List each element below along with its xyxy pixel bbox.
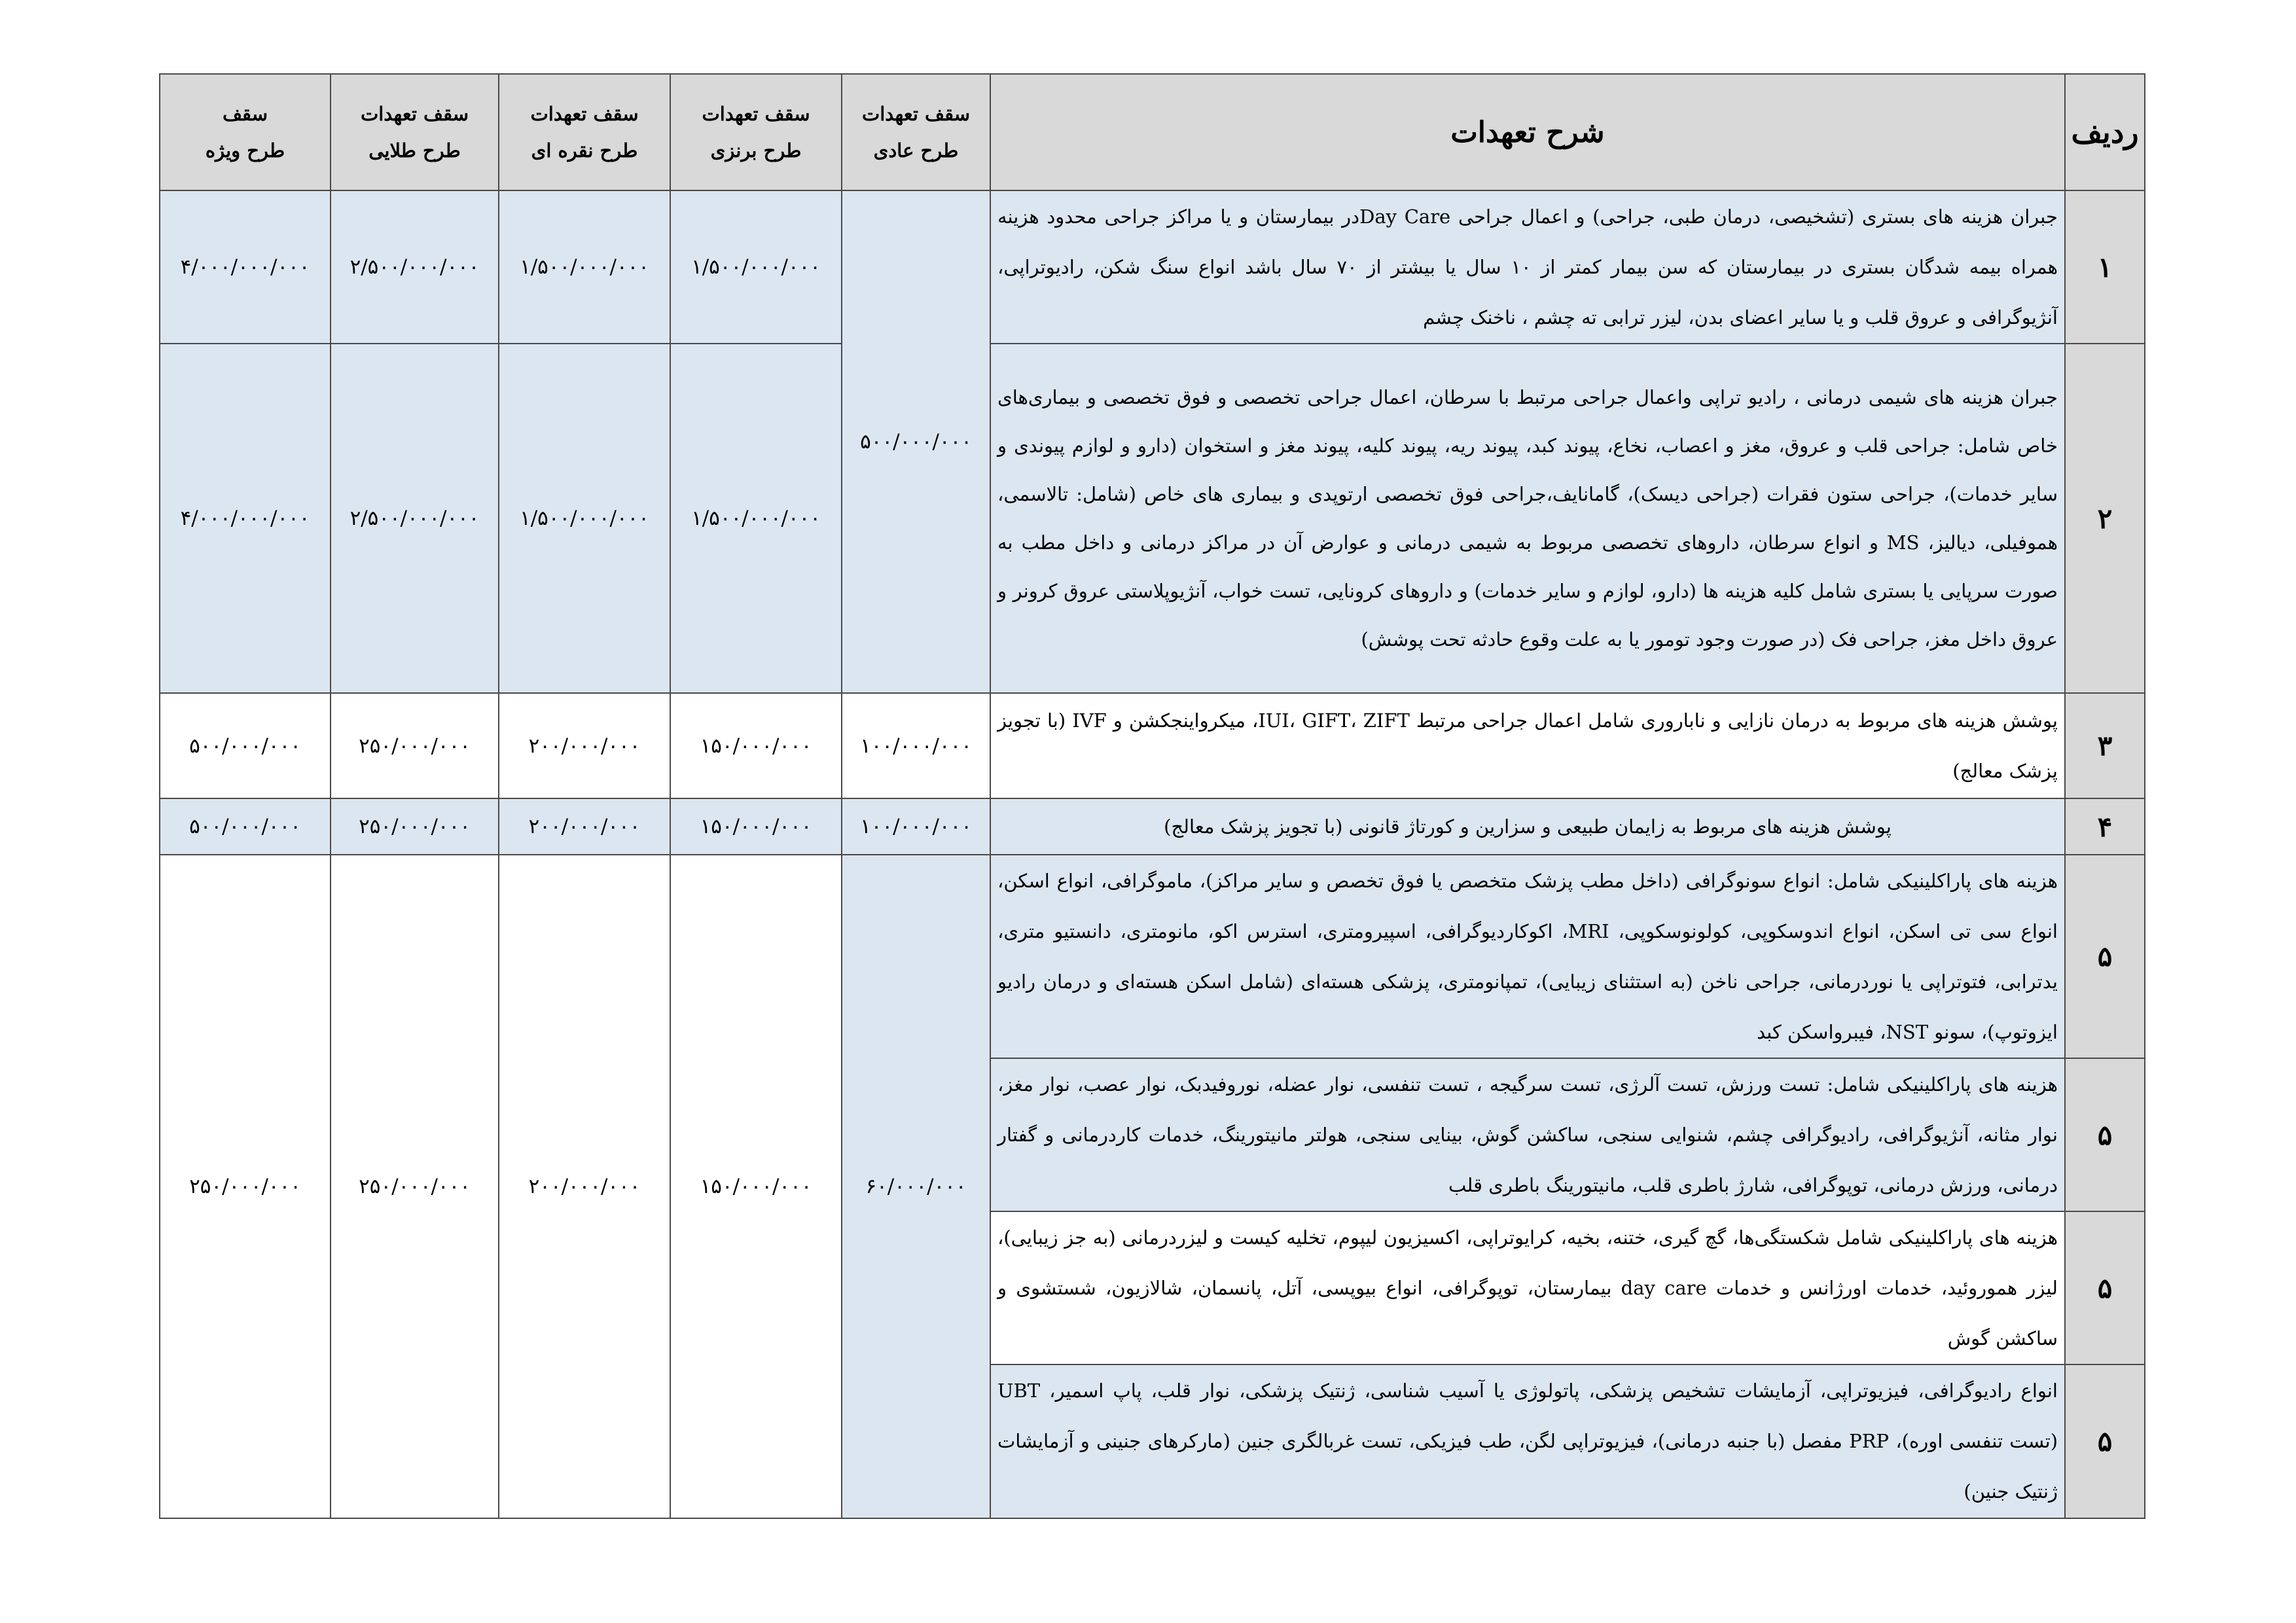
row-number: ۵ bbox=[2065, 1211, 2145, 1364]
row-description: هزینه های پاراکلینیکی شامل شکستگی‌ها، گچ گیری، ختنه، بخیه، کرایوتراپی، اکسیزیون لیپوم، تخلیه کیست و لیزردرمانی (به جز زیبایی)، لیزر هموروئید، خدمات اورژانس و خدمات day care بیمارستان، توپوگرافی، انواع بیوپسی، آتل، پانسمان، شالازیون، شستشوی و ساکشن گوش bbox=[990, 1211, 2065, 1364]
header-description: شرح تعهدات bbox=[990, 74, 2065, 190]
special-limit-cell: ۴/۰۰۰/۰۰۰/۰۰۰ bbox=[160, 344, 331, 693]
silver-limit-cell: ۲۰۰/۰۰۰/۰۰۰ bbox=[499, 693, 670, 798]
header-special-line2: طرح ویژه bbox=[205, 139, 285, 162]
row-number: ۵ bbox=[2065, 1364, 2145, 1518]
table-row bbox=[160, 798, 2145, 855]
row-number: ۵ bbox=[2065, 855, 2145, 1058]
special-limit-cell: ۴/۰۰۰/۰۰۰/۰۰۰ bbox=[160, 190, 331, 344]
bronze-limit-cell: ۱/۵۰۰/۰۰۰/۰۰۰ bbox=[670, 190, 842, 344]
row-number: ۲ bbox=[2065, 344, 2145, 693]
table-row bbox=[160, 693, 2145, 798]
special-limit-cell: ۵۰۰/۰۰۰/۰۰۰ bbox=[160, 798, 331, 855]
coverage-table bbox=[159, 73, 2145, 1519]
bronze-limit-cell: ۱/۵۰۰/۰۰۰/۰۰۰ bbox=[670, 344, 842, 693]
header-regular-plan bbox=[842, 74, 990, 190]
header-silver-plan bbox=[499, 74, 670, 190]
table-row bbox=[160, 190, 2145, 344]
gold-limit-cell: ۲/۵۰۰/۰۰۰/۰۰۰ bbox=[331, 190, 499, 344]
gold-limit-cell: ۲۵۰/۰۰۰/۰۰۰ bbox=[331, 693, 499, 798]
bronze-limit-cell: ۱۵۰/۰۰۰/۰۰۰ bbox=[670, 798, 842, 855]
special-limit-cell: ۵۰۰/۰۰۰/۰۰۰ bbox=[160, 693, 331, 798]
gold-limit-cell: ۲/۵۰۰/۰۰۰/۰۰۰ bbox=[331, 344, 499, 693]
header-silver-line2: طرح نقره ای bbox=[531, 139, 638, 162]
regular-limit-cell: ۱۰۰/۰۰۰/۰۰۰ bbox=[842, 693, 990, 798]
header-regular-line1: سقف تعهدات bbox=[861, 103, 971, 125]
header-row-number: ردیف bbox=[2065, 74, 2145, 190]
table-row bbox=[160, 855, 2145, 1058]
header-bronze-line1: سقف تعهدات bbox=[702, 103, 810, 125]
header-gold-plan bbox=[331, 74, 499, 190]
silver-limit-cell: ۱/۵۰۰/۰۰۰/۰۰۰ bbox=[499, 344, 670, 693]
silver-limit-cell: ۱/۵۰۰/۰۰۰/۰۰۰ bbox=[499, 190, 670, 344]
header-gold-line2: طرح طلایی bbox=[368, 139, 461, 162]
row-description: جبران هزینه های شیمی درمانی ، رادیو تراپی واعمال جراحی مرتبط با سرطان، اعمال جراحی تخصصی و فوق تخصصی و بیماری‌های خاص شامل: جراحی قلب و عروق، مغز و اعصاب، نخاع، پیوند کبد، پیوند ریه، پیوند کلیه، پیوند مغز و استخوان (دارو و لوازم پیوندی و سایر خدمات)، جراحی ستون فقرات (جراحی دیسک)، گامانایف،جراحی فوق تخصصی ارتوپدی و بیماری های خاص (شامل: تالاسمی، هموفیلی، دیالیز، MS و انواع سرطان، داروهای تخصصی مربوط به شیمی درمانی و عوارض آن در مراکز درمانی و داخل مطب به صورت سرپایی یا بستری شامل کلیه هزینه ها (دارو، لوازم و سایر خدمات) و داروهای کرونایی، تست خواب، آنژیوپلاستی عروق کرونر و عروق داخل مغز، جراحی فک (در صورت وجود تومور یا به علت وقوع حادثه تحت پوشش) bbox=[990, 344, 2065, 693]
silver-limit-cell: ۲۰۰/۰۰۰/۰۰۰ bbox=[499, 798, 670, 855]
header-silver-line1: سقف تعهدات bbox=[530, 103, 639, 125]
row-description: انواع رادیوگرافی، فیزیوتراپی، آزمایشات تشخیص پزشکی، پاتولوژی یا آسیب شناسی، ژنتیک پزشکی، نوار قلب، پاپ اسمیر، UBT (تست تنفسی اوره)، PRP مفصل (با جنبه درمانی)، فیزیوتراپی لگن، طب فیزیکی، تست غربالگری جنین (مارکرهای جنینی و آزمایشات ژنتیک جنین) bbox=[990, 1364, 2065, 1518]
gold-limit-cell: ۲۵۰/۰۰۰/۰۰۰ bbox=[331, 855, 499, 1518]
header-special-line1: سقف bbox=[223, 103, 268, 125]
regular-limit-cell: ۶۰/۰۰۰/۰۰۰ bbox=[842, 855, 990, 1518]
table-row bbox=[160, 344, 2145, 693]
row-description: پوشش هزینه های مربوط به زایمان طبیعی و سزارین و کورتاژ قانونی (با تجویز پزشک معالج) bbox=[990, 798, 2065, 855]
header-regular-line2: طرح عادی bbox=[873, 139, 959, 162]
row-description: هزینه های پاراکلینیکی شامل: انواع سونوگرافی (داخل مطب پزشک متخصص یا فوق تخصص و سایر مراکز)، ماموگرافی، انواع اسکن، انواع سی تی اسکن، انواع اندوسکوپی، کولونوسکوپی، MRI، اکوکاردیوگرافی، اسپیرومتری، استرس اکو، مانومتری، دانستیو متری، یدترابی، فتوتراپی یا نوردرمانی، جراحی ناخن (به استثنای زیبایی)، تمپانومتری، پزشکی هسته‌ای (شامل اسکن هسته‌ای و درمان رادیو ایزوتوپ)، سونو NST، فیبرواسکن کبد bbox=[990, 855, 2065, 1058]
header-gold-line1: سقف تعهدات bbox=[360, 103, 469, 125]
header-bronze-line2: طرح برنزی bbox=[710, 139, 802, 162]
regular-limit-cell: ۱۰۰/۰۰۰/۰۰۰ bbox=[842, 798, 990, 855]
header-special-plan bbox=[160, 74, 331, 190]
row-number: ۱ bbox=[2065, 190, 2145, 344]
gold-limit-cell: ۲۵۰/۰۰۰/۰۰۰ bbox=[331, 798, 499, 855]
silver-limit-cell: ۲۰۰/۰۰۰/۰۰۰ bbox=[499, 855, 670, 1518]
header-row bbox=[160, 74, 2145, 190]
bronze-limit-cell: ۱۵۰/۰۰۰/۰۰۰ bbox=[670, 693, 842, 798]
row-description: جبران هزینه های بستری (تشخیصی، درمان طبی، جراحی) و اعمال جراحی Day Careدر بیمارستان و یا مراکز جراحی محدود هزینه همراه بیمه شدگان بستری در بیمارستان که سن بیمار کمتر از ۱۰ سال یا بیشتر از ۷۰ سال باشد انواع سنگ شکن، رادیوتراپی، آنژیوگرافی و عروق قلب و یا سایر اعضای بدن، لیزر ترابی ته چشم ، ناخنک چشم bbox=[990, 190, 2065, 344]
bronze-limit-cell: ۱۵۰/۰۰۰/۰۰۰ bbox=[670, 855, 842, 1518]
header-bronze-plan bbox=[670, 74, 842, 190]
row-description: پوشش هزینه های مربوط به درمان نازایی و ناباروری شامل اعمال جراحی مرتبط IUI، GIFT، ZIFT، میکرواینجکشن و IVF (با تجویز پزشک معالج) bbox=[990, 693, 2065, 798]
regular-limit-cell: ۵۰۰/۰۰۰/۰۰۰ bbox=[842, 190, 990, 693]
row-description: هزینه های پاراکلینیکی شامل: تست ورزش، تست آلرژی، تست سرگیجه ، تست تنفسی، نوار عضله، نوروفیدبک، نوار عصب، نوار مغز، نوار مثانه، آنژیوگرافی، رادیوگرافی چشم، شنوایی سنجی، ساکشن گوش، بینایی سنجی، هولتر مانیتورینگ، خدمات کاردرمانی و گفتار درمانی، ورزش درمانی، توپوگرافی، شارژ باطری قلب، مانیتورینگ باطری قلب bbox=[990, 1058, 2065, 1211]
row-number: ۵ bbox=[2065, 1058, 2145, 1211]
row-number: ۳ bbox=[2065, 693, 2145, 798]
row-number: ۴ bbox=[2065, 798, 2145, 855]
special-limit-cell: ۲۵۰/۰۰۰/۰۰۰ bbox=[160, 855, 331, 1518]
